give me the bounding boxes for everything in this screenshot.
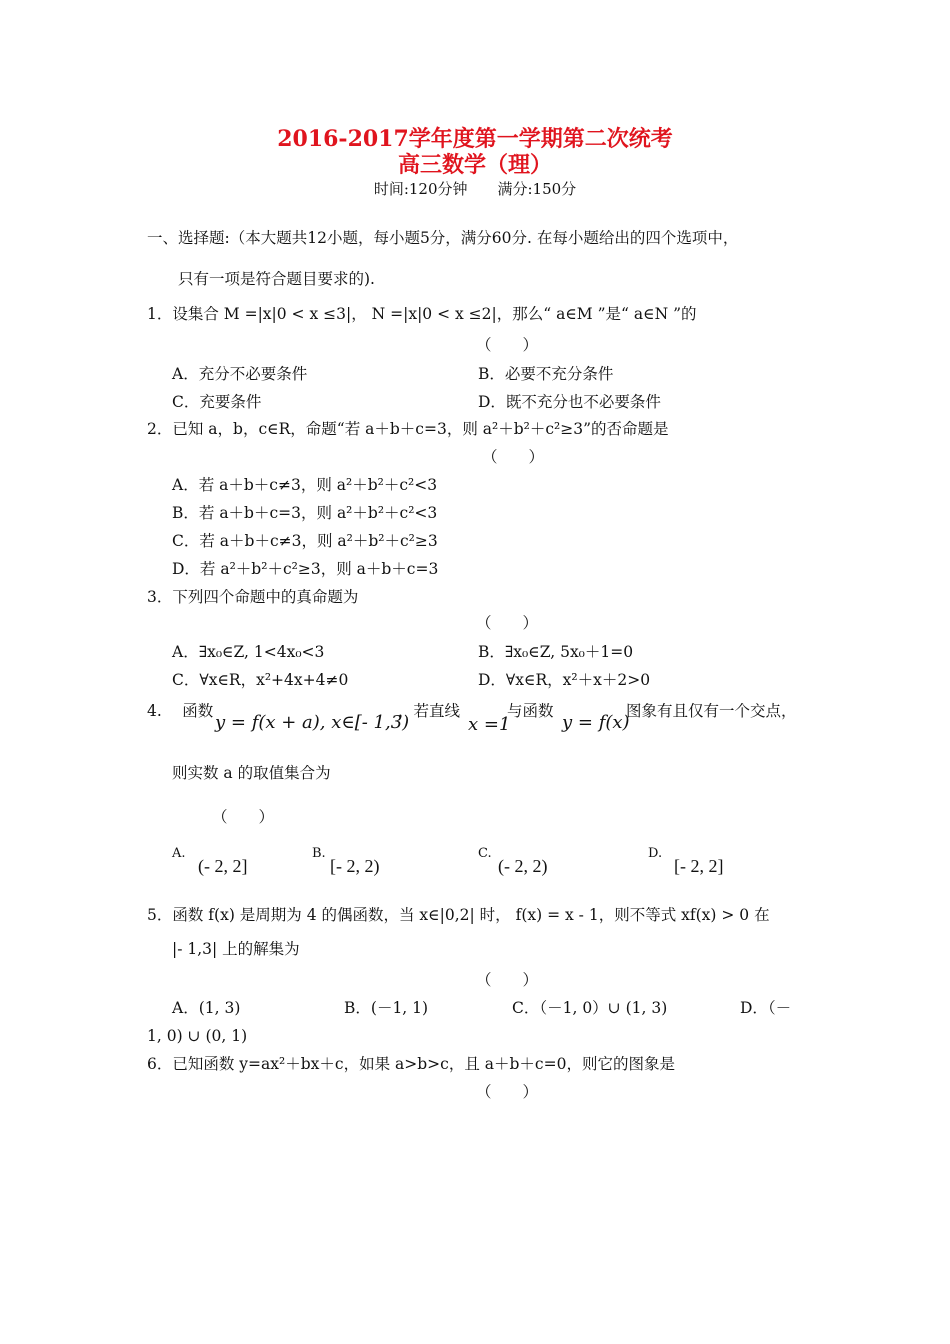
section-heading: 一、选择题:（本大题共12小题，每小题5分，满分60分. 在每小题给出的四个选项中， — [147, 229, 739, 247]
q5-option-c: C．（－1, 0）∪ (1, 3) — [512, 999, 668, 1017]
question-2-stem: 2．已知 a，b，c∈R，命题“若 a＋b＋c=3，则 a²＋b²＋c²≥3”的否命题是 — [147, 420, 669, 438]
q2-option-c: C．若 a＋b＋c≠3，则 a²＋b²＋c²≥3 — [172, 532, 438, 550]
q1-option-d: D．既不充分也不必要条件 — [478, 393, 661, 411]
q1-option-a: A．充分不必要条件 — [172, 365, 308, 383]
q1-option-c: C．充要条件 — [172, 393, 262, 411]
question-5-stem: 5．函数 f(x) 是周期为 4 的偶函数，当 x∈|0,2| 时， f(x) = x - 1，则不等式 xf(x) > 0 在 — [147, 906, 770, 924]
question-4-stem-2: 则实数 a 的取值集合为 — [172, 764, 331, 782]
exam-time-info: 时间:120分钟 满分:150分 — [373, 180, 577, 198]
q5-option-d-cont: 1, 0) ∪ (0, 1) — [147, 1027, 248, 1045]
q4-option-a-value: (- 2, 2] — [198, 856, 248, 876]
answer-blank: （ ） — [476, 971, 539, 989]
q3-option-d: D．∀x∈R，x²＋x＋2>0 — [478, 671, 651, 689]
q4-function-expr-2: y = f(x) — [562, 712, 630, 733]
q4-option-d-value: [- 2, 2] — [674, 856, 724, 876]
q4-option-c-value: (- 2, 2) — [498, 856, 548, 876]
answer-blank: （ ） — [482, 448, 545, 466]
q5-option-b: B．(－1, 1) — [344, 999, 429, 1017]
q3-option-a: A．∃x₀∈Z, 1<4x₀<3 — [172, 643, 325, 661]
q2-option-b: B．若 a＋b＋c=3，则 a²＋b²＋c²<3 — [172, 504, 438, 522]
q1-option-b: B．必要不充分条件 — [478, 365, 614, 383]
q4-line-expr: x =1 — [468, 714, 511, 735]
exam-subtitle: 高三数学（理） — [397, 152, 552, 178]
q3-option-b: B．∃x₀∈Z, 5x₀＋1=0 — [478, 643, 634, 661]
q4-option-d-label: D. — [648, 846, 663, 861]
question-4-stem-g: 图象有且仅有一个交点， — [626, 702, 797, 720]
q4-option-b-label: B. — [312, 846, 326, 861]
q2-option-d: D．若 a²＋b²＋c²≥3，则 a＋b＋c=3 — [172, 560, 439, 578]
question-3-stem: 3．下列四个命题中的真命题为 — [147, 588, 359, 606]
q4-option-b-value: [- 2, 2) — [330, 856, 380, 876]
exam-title: 2016-2017学年度第一学期第二次统考 — [277, 126, 673, 152]
question-6-stem: 6．已知函数 y=ax²＋bx＋c，如果 a>b>c，且 a＋b＋c=0，则它的图象是 — [147, 1055, 675, 1073]
question-4-stem-c: ，若直线 — [398, 702, 461, 720]
q2-option-a: A．若 a＋b＋c≠3，则 a²＋b²＋c²<3 — [172, 476, 438, 494]
q4-function-expr: y = f(x + a), x∈[- 1,3) — [215, 712, 410, 733]
q5-option-a: A．(1, 3) — [172, 999, 241, 1017]
answer-blank: （ ） — [212, 808, 275, 826]
q4-option-c-label: C. — [478, 846, 492, 861]
question-4-stem-a: 4. 函数 — [147, 702, 214, 720]
question-4-stem-e: 与函数 — [507, 702, 554, 720]
q5-option-d: D．（－ — [740, 999, 792, 1017]
q3-option-c: C．∀x∈R，x²+4x+4≠0 — [172, 671, 349, 689]
answer-blank: （ ） — [476, 1083, 539, 1101]
question-1-stem: 1．设集合 M =|x|0 < x ≤3|， N =|x|0 < x ≤2|，那么“ a∈M ”是“ a∈N ”的 — [147, 305, 697, 323]
answer-blank: （ ） — [476, 336, 539, 354]
question-5-stem-2: |- 1,3| 上的解集为 — [172, 940, 300, 958]
answer-blank: （ ） — [476, 614, 539, 632]
section-heading-cont: 只有一项是符合题目要求的). — [178, 270, 375, 288]
q4-option-a-label: A. — [172, 846, 186, 861]
